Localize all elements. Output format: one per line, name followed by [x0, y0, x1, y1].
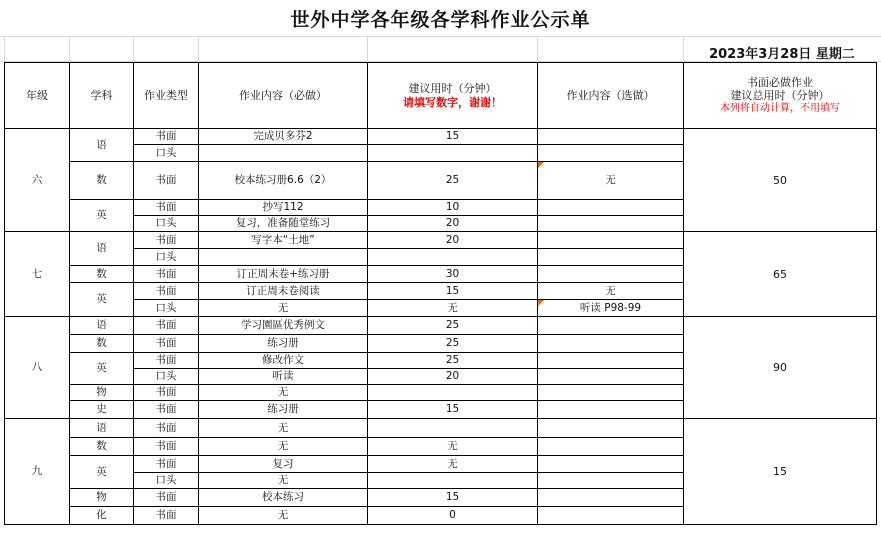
subject-cell[interactable]: 语: [70, 232, 134, 266]
header-total: [684, 63, 877, 129]
time-cell[interactable]: [368, 473, 538, 489]
subject-cell[interactable]: 语: [70, 419, 134, 438]
total-cell[interactable]: 50: [684, 129, 877, 232]
table-row: [5, 129, 877, 145]
type-cell[interactable]: 书面: [134, 353, 199, 369]
time-cell[interactable]: 20: [368, 369, 538, 385]
required-cell[interactable]: 无: [199, 419, 368, 438]
optional-cell[interactable]: [538, 353, 684, 369]
time-cell[interactable]: 15: [368, 129, 538, 145]
header-total-note: 本列将自动计算，不用填写: [720, 103, 840, 114]
type-cell[interactable]: 书面: [134, 129, 199, 145]
required-cell[interactable]: 完成贝多芬2: [199, 129, 368, 145]
header-total-label-2: 建议总用时（分钟）: [730, 89, 830, 102]
optional-cell[interactable]: [538, 216, 684, 232]
optional-cell[interactable]: [538, 335, 684, 353]
required-cell[interactable]: 无: [199, 507, 368, 525]
subject-cell[interactable]: 语: [70, 317, 134, 335]
type-cell[interactable]: 口头: [134, 300, 199, 317]
optional-cell[interactable]: [538, 317, 684, 335]
header-time-note: 请填写数字，谢谢！: [403, 96, 502, 109]
required-cell[interactable]: 校本练习: [199, 489, 368, 507]
type-cell[interactable]: 书面: [134, 335, 199, 353]
time-cell[interactable]: 无: [368, 300, 538, 317]
subject-cell[interactable]: 物: [70, 385, 134, 401]
time-cell[interactable]: 15: [368, 489, 538, 507]
time-cell[interactable]: 15: [368, 401, 538, 419]
subject-cell[interactable]: 数: [70, 266, 134, 283]
time-cell[interactable]: 25: [368, 162, 538, 200]
grade-cell[interactable]: 九: [5, 419, 70, 525]
subject-cell[interactable]: 英: [70, 353, 134, 385]
header-total-label: 书面必做作业: [747, 76, 813, 89]
time-cell[interactable]: 25: [368, 335, 538, 353]
header-content-required: 作业内容（必做）: [199, 63, 368, 129]
required-cell[interactable]: 订正周末卷+练习册: [199, 266, 368, 283]
header-subject: 学科: [70, 63, 134, 129]
optional-cell[interactable]: 听读 P98-99: [538, 300, 684, 317]
type-cell[interactable]: 口头: [134, 369, 199, 385]
optional-cell[interactable]: [538, 129, 684, 145]
optional-cell[interactable]: [538, 401, 684, 419]
subject-cell[interactable]: 数: [70, 162, 134, 200]
optional-cell[interactable]: 无: [538, 162, 684, 200]
required-cell[interactable]: 无: [199, 473, 368, 489]
optional-cell[interactable]: [538, 456, 684, 473]
header-type: 作业类型: [134, 63, 199, 129]
optional-cell[interactable]: [538, 369, 684, 385]
time-cell[interactable]: 0: [368, 507, 538, 525]
optional-cell[interactable]: [538, 489, 684, 507]
subject-cell[interactable]: 语: [70, 129, 134, 162]
time-cell[interactable]: [368, 385, 538, 401]
subject-cell[interactable]: 物: [70, 489, 134, 507]
time-cell[interactable]: 25: [368, 317, 538, 335]
type-cell[interactable]: 书面: [134, 283, 199, 300]
type-cell[interactable]: 口头: [134, 216, 199, 232]
table-row: [5, 317, 877, 335]
type-cell[interactable]: 书面: [134, 317, 199, 335]
time-cell[interactable]: 20: [368, 216, 538, 232]
time-cell[interactable]: [368, 145, 538, 162]
grade-cell[interactable]: 七: [5, 232, 70, 317]
table-row: [5, 419, 877, 438]
required-cell[interactable]: 复习，准备随堂练习: [199, 216, 368, 232]
subject-cell[interactable]: 英: [70, 283, 134, 317]
subject-cell[interactable]: 英: [70, 200, 134, 232]
type-cell[interactable]: 口头: [134, 249, 199, 266]
total-cell[interactable]: 15: [684, 419, 877, 525]
total-cell[interactable]: 90: [684, 317, 877, 419]
date-label: 2023年3月28日 星期二: [709, 47, 855, 62]
type-cell[interactable]: 口头: [134, 145, 199, 162]
optional-cell[interactable]: [538, 232, 684, 249]
time-cell[interactable]: 10: [368, 200, 538, 216]
type-cell[interactable]: 书面: [134, 266, 199, 283]
optional-cell[interactable]: [538, 507, 684, 525]
type-cell[interactable]: 口头: [134, 473, 199, 489]
type-cell[interactable]: 书面: [134, 489, 199, 507]
type-cell[interactable]: 书面: [134, 419, 199, 438]
time-cell[interactable]: 15: [368, 283, 538, 300]
time-cell[interactable]: 20: [368, 232, 538, 249]
header-content-optional: 作业内容（选做）: [538, 63, 684, 129]
subject-cell[interactable]: 英: [70, 456, 134, 489]
type-cell[interactable]: 书面: [134, 162, 199, 200]
grade-cell[interactable]: 六: [5, 129, 70, 232]
required-cell[interactable]: 校本练习册6.6（2）: [199, 162, 368, 200]
required-cell[interactable]: 学习園區优秀例文: [199, 317, 368, 335]
header-time-label: 建议用时（分钟）: [408, 82, 497, 95]
time-cell[interactable]: 25: [368, 353, 538, 369]
required-cell[interactable]: 修改作文: [199, 353, 368, 369]
type-cell[interactable]: 书面: [134, 401, 199, 419]
optional-cell[interactable]: [538, 419, 684, 438]
time-cell[interactable]: 无: [368, 456, 538, 473]
subject-cell[interactable]: 数: [70, 335, 134, 353]
grade-cell[interactable]: 八: [5, 317, 70, 419]
time-cell[interactable]: [368, 249, 538, 266]
type-cell[interactable]: 书面: [134, 507, 199, 525]
type-cell[interactable]: 书面: [134, 232, 199, 249]
page-title: 世外中学各年级各学科作业公示单: [290, 9, 591, 31]
type-cell[interactable]: 书面: [134, 456, 199, 473]
subject-cell[interactable]: 史: [70, 401, 134, 419]
required-cell[interactable]: 练习册: [199, 401, 368, 419]
optional-cell[interactable]: [538, 438, 684, 456]
table-row: [5, 232, 877, 249]
header-time: [368, 63, 538, 129]
header-row: [5, 63, 877, 129]
type-cell[interactable]: 书面: [134, 385, 199, 401]
required-cell[interactable]: 抄写112: [199, 200, 368, 216]
optional-cell[interactable]: [538, 200, 684, 216]
required-cell[interactable]: 写字本“土地”: [199, 232, 368, 249]
optional-cell[interactable]: 无: [538, 283, 684, 300]
optional-cell[interactable]: [538, 266, 684, 283]
subject-cell[interactable]: 化: [70, 507, 134, 525]
required-cell[interactable]: [199, 249, 368, 266]
time-cell[interactable]: 无: [368, 438, 538, 456]
required-cell[interactable]: 练习册: [199, 335, 368, 353]
homework-table: [4, 62, 877, 525]
type-cell[interactable]: 书面: [134, 438, 199, 456]
optional-cell[interactable]: [538, 249, 684, 266]
required-cell[interactable]: [199, 145, 368, 162]
required-cell[interactable]: 无: [199, 438, 368, 456]
optional-cell[interactable]: [538, 145, 684, 162]
required-cell[interactable]: 无: [199, 300, 368, 317]
required-cell[interactable]: 复习: [199, 456, 368, 473]
optional-cell[interactable]: [538, 473, 684, 489]
required-cell[interactable]: 无: [199, 385, 368, 401]
required-cell[interactable]: 听读: [199, 369, 368, 385]
header-grade: 年级: [5, 63, 70, 129]
required-cell[interactable]: 订正周末卷阅读: [199, 283, 368, 300]
subject-cell[interactable]: 数: [70, 438, 134, 456]
total-cell[interactable]: 65: [684, 232, 877, 317]
type-cell[interactable]: 书面: [134, 200, 199, 216]
time-cell[interactable]: [368, 419, 538, 438]
time-cell[interactable]: 30: [368, 266, 538, 283]
optional-cell[interactable]: [538, 385, 684, 401]
